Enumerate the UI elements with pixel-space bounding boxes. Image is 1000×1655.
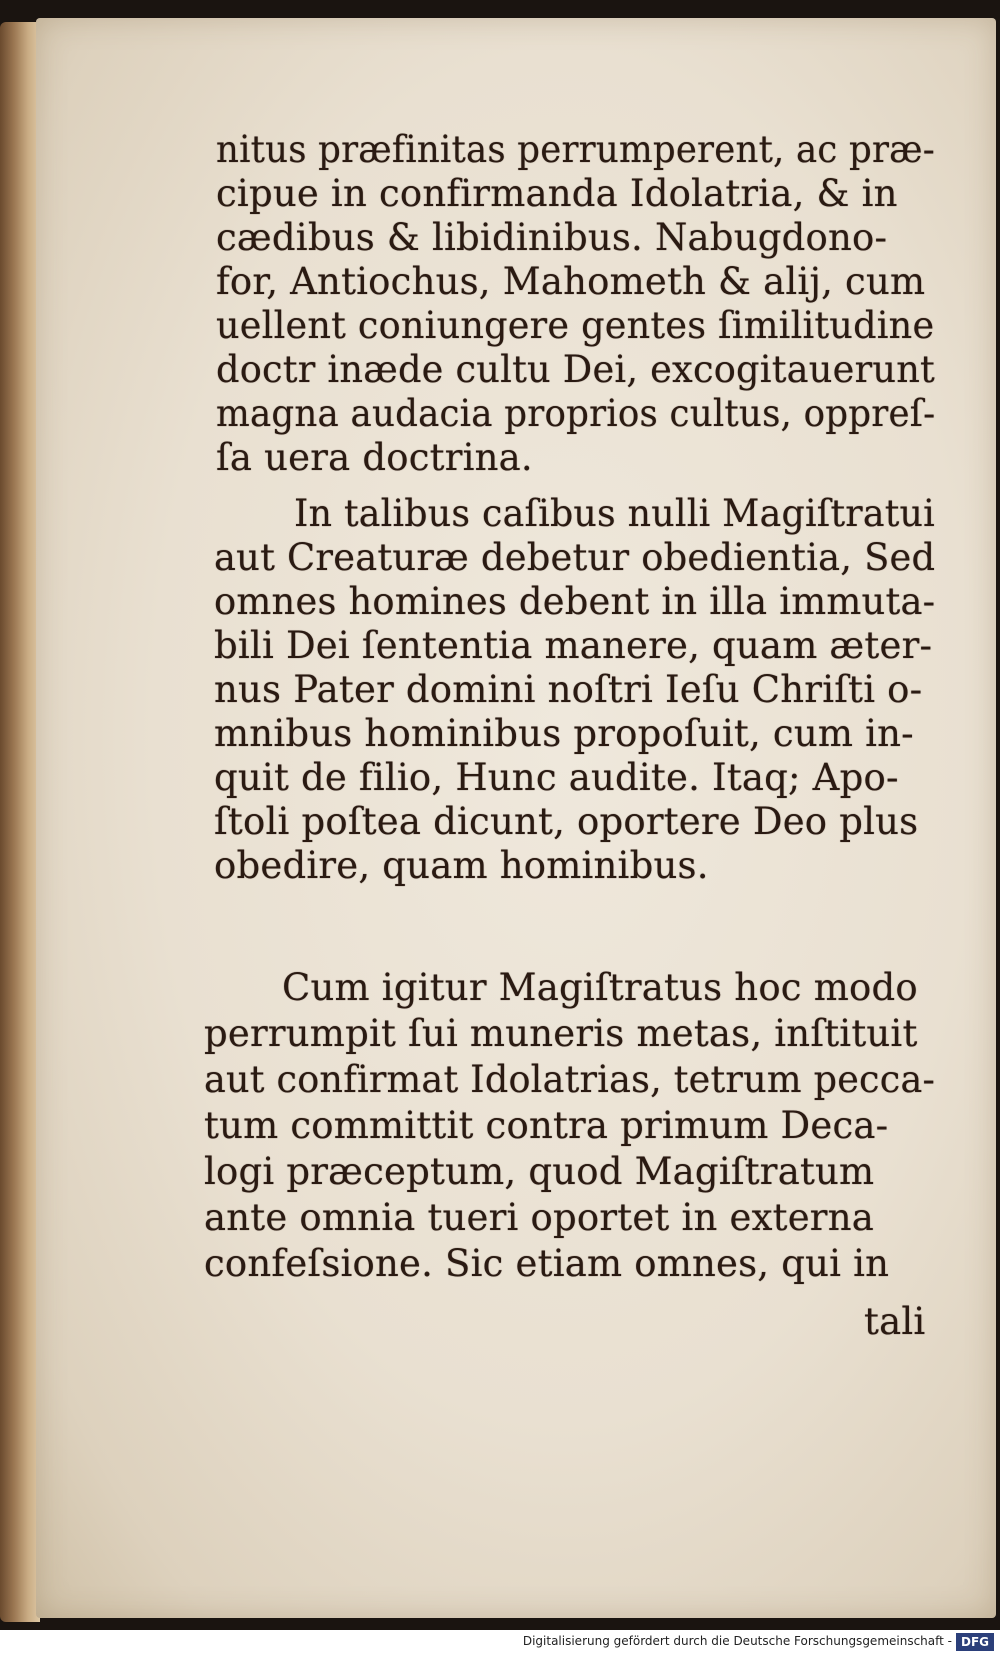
- text-line: nitus præfinitas perrumperent, ac præ-: [216, 128, 936, 171]
- dfg-logo: DFG: [956, 1633, 994, 1651]
- digitization-footer: [0, 1630, 1000, 1655]
- text-line: confeſsione. Sic etiam omnes, qui in: [204, 1242, 890, 1285]
- text-line: nus Pater domini noſtri Ieſu Chriſti o-: [214, 668, 923, 711]
- text-line: ſtoli poſtea dicunt, oportere Deo plus: [214, 800, 919, 843]
- text-line: quit de filio, Hunc audite. Itaq; Apo-: [214, 756, 899, 799]
- text-line: In talibus caſibus nulli Magiſtratui: [294, 492, 935, 535]
- text-line: doctr inæde cultu Dei, excogitauerunt: [216, 348, 936, 391]
- text-line: aut confirmat Idolatrias, tetrum pecca-: [204, 1058, 936, 1101]
- text-line: perrumpit ſui muneris metas, inſtituit: [204, 1012, 918, 1055]
- text-line: ante omnia tueri oportet in externa: [204, 1196, 874, 1239]
- text-line: magna audacia proprios cultus, oppreſ-: [216, 392, 936, 435]
- text-line: cipue in confirmanda Idolatria, & in: [216, 172, 898, 215]
- text-line: uellent coniungere gentes ſimilitudine: [216, 304, 935, 347]
- catchword: tali: [864, 1300, 926, 1343]
- text-line: logi præceptum, quod Magiſtratum: [204, 1150, 875, 1193]
- text-line: mnibus hominibus propoſuit, cum in-: [214, 712, 914, 755]
- text-line: aut Creaturæ debetur obedientia, Sed: [214, 536, 936, 579]
- text-line: obedire, quam hominibus.: [214, 844, 709, 887]
- text-line: tum committit contra primum Deca-: [204, 1104, 889, 1147]
- text-line: ſa uera doctrina.: [216, 436, 533, 479]
- footer-credit-text: Digitalisierung gefördert durch die Deutsche Forschungsgemeinschaft -: [522, 1634, 952, 1648]
- text-line: bili Dei ſententia manere, quam æter-: [214, 624, 933, 667]
- text-line: for, Antiochus, Mahometh & alij, cum: [216, 260, 926, 303]
- text-line: omnes homines debent in illa immuta-: [214, 580, 936, 623]
- text-line: Cum igitur Magiſtratus hoc modo: [282, 966, 918, 1009]
- text-line: cædibus & libidinibus. Nabugdono-: [216, 216, 888, 259]
